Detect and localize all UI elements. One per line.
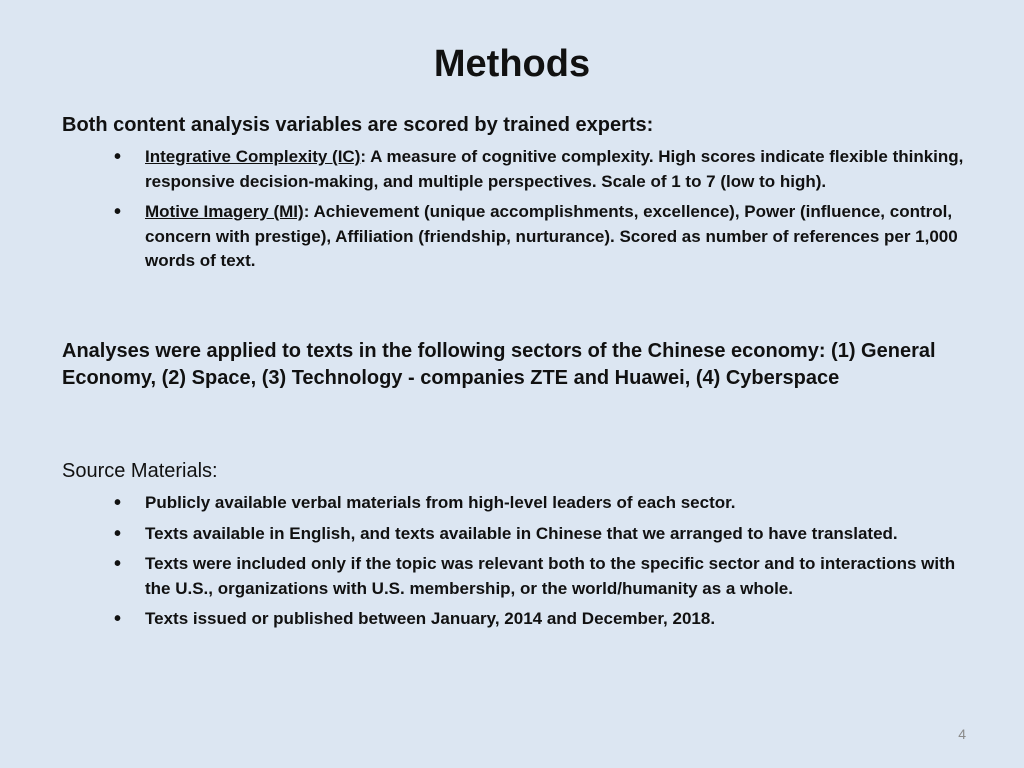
- page-number: 4: [958, 726, 966, 742]
- variables-list: [62, 145, 967, 274]
- bullet-icon: •: [114, 608, 122, 630]
- bullet-icon: •: [114, 146, 122, 168]
- sectors-section: [62, 338, 967, 392]
- source-item-text: Texts were included only if the topic was relevant both to the specific sector and to interactions with the U.S., organizations with U.S. membership, or the world/humanity as a whole.: [145, 554, 956, 598]
- list-item: [62, 200, 967, 274]
- bullet-icon: •: [114, 522, 122, 545]
- source-list: [62, 491, 967, 632]
- source-heading: Source Materials:: [62, 460, 218, 482]
- list-item: [62, 145, 967, 194]
- intro-heading: Both content analysis variables are scored by trained experts:: [62, 114, 654, 136]
- list-item: [62, 552, 967, 601]
- variable-term: Integrative Complexity (IC): [145, 147, 361, 166]
- slide-title: Methods: [433, 43, 591, 85]
- variable-description: : Achievement (unique accomplishments, excellence), Power (influence, control, concern with prestige), Affiliation (friendship, nurturance). Scored as number of references per 1,000 words of text.: [145, 202, 958, 270]
- source-item-text: Texts available in English, and texts available in Chinese that we arranged to have translated.: [145, 523, 898, 543]
- bullet-icon: •: [114, 201, 122, 223]
- bullet-icon: •: [114, 492, 122, 514]
- source-item-text: Publicly available verbal materials from high-level leaders of each sector.: [145, 493, 736, 512]
- list-item: [62, 491, 967, 516]
- variables-section: [62, 112, 967, 274]
- list-item: [62, 607, 967, 632]
- source-section: [62, 458, 967, 632]
- sectors-paragraph: Analyses were applied to texts in the following sectors of the Chinese economy: (1) General Economy, (2) Space, (3) Technology - companies ZTE and Huawei, (4) Cyberspace: [62, 340, 936, 389]
- bullet-icon: •: [114, 553, 122, 575]
- list-item: [62, 522, 967, 547]
- variable-term: Motive Imagery (MI): [145, 202, 304, 221]
- source-item-text: Texts issued or published between January, 2014 and December, 2018.: [145, 609, 716, 628]
- variable-description: : A measure of cognitive complexity. High scores indicate flexible thinking, responsive decision-making, and multiple perspectives. Scale of 1 to 7 (low to high).: [145, 147, 964, 191]
